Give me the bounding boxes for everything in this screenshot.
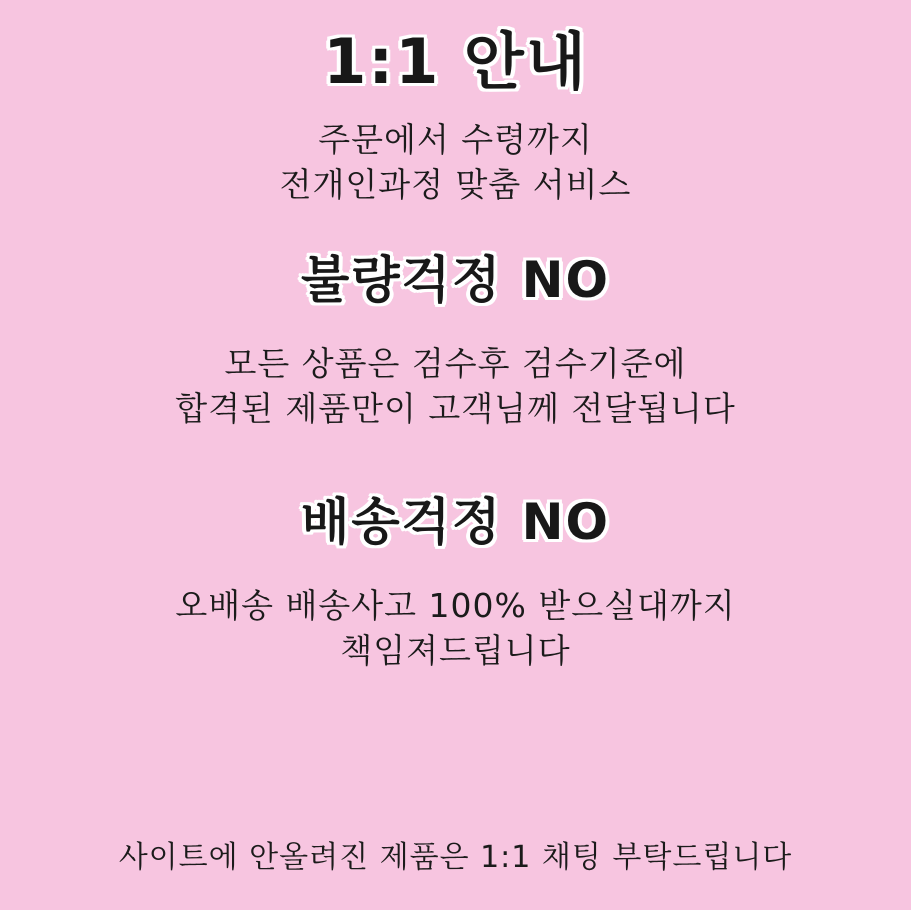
intro-block bbox=[0, 118, 911, 207]
intro-line-2: 전개인과정 맞춤 서비스 bbox=[279, 164, 632, 204]
footer-note: 사이트에 안올려진 제품은 1:1 채팅 부탁드립니다 bbox=[118, 840, 793, 875]
quality-line-1: 모든 상품은 검수후 검수기준에 bbox=[224, 344, 687, 384]
intro-line-1: 주문에서 수령까지 bbox=[318, 120, 593, 160]
shipping-line-1: 오배송 배송사고 100% 받으실대까지 bbox=[175, 586, 736, 626]
section-heading-quality: 불량걱정 NO bbox=[301, 251, 610, 310]
section-heading-shipping: 배송걱정 NO bbox=[301, 493, 610, 552]
shipping-line-2: 책임져드립니다 bbox=[340, 630, 571, 670]
page-title: 1:1 안내 bbox=[323, 25, 588, 98]
quality-line-2: 합격된 제품만이 고객님께 전달됩니다 bbox=[175, 388, 736, 428]
quality-body bbox=[0, 342, 911, 431]
shipping-body bbox=[0, 584, 911, 673]
